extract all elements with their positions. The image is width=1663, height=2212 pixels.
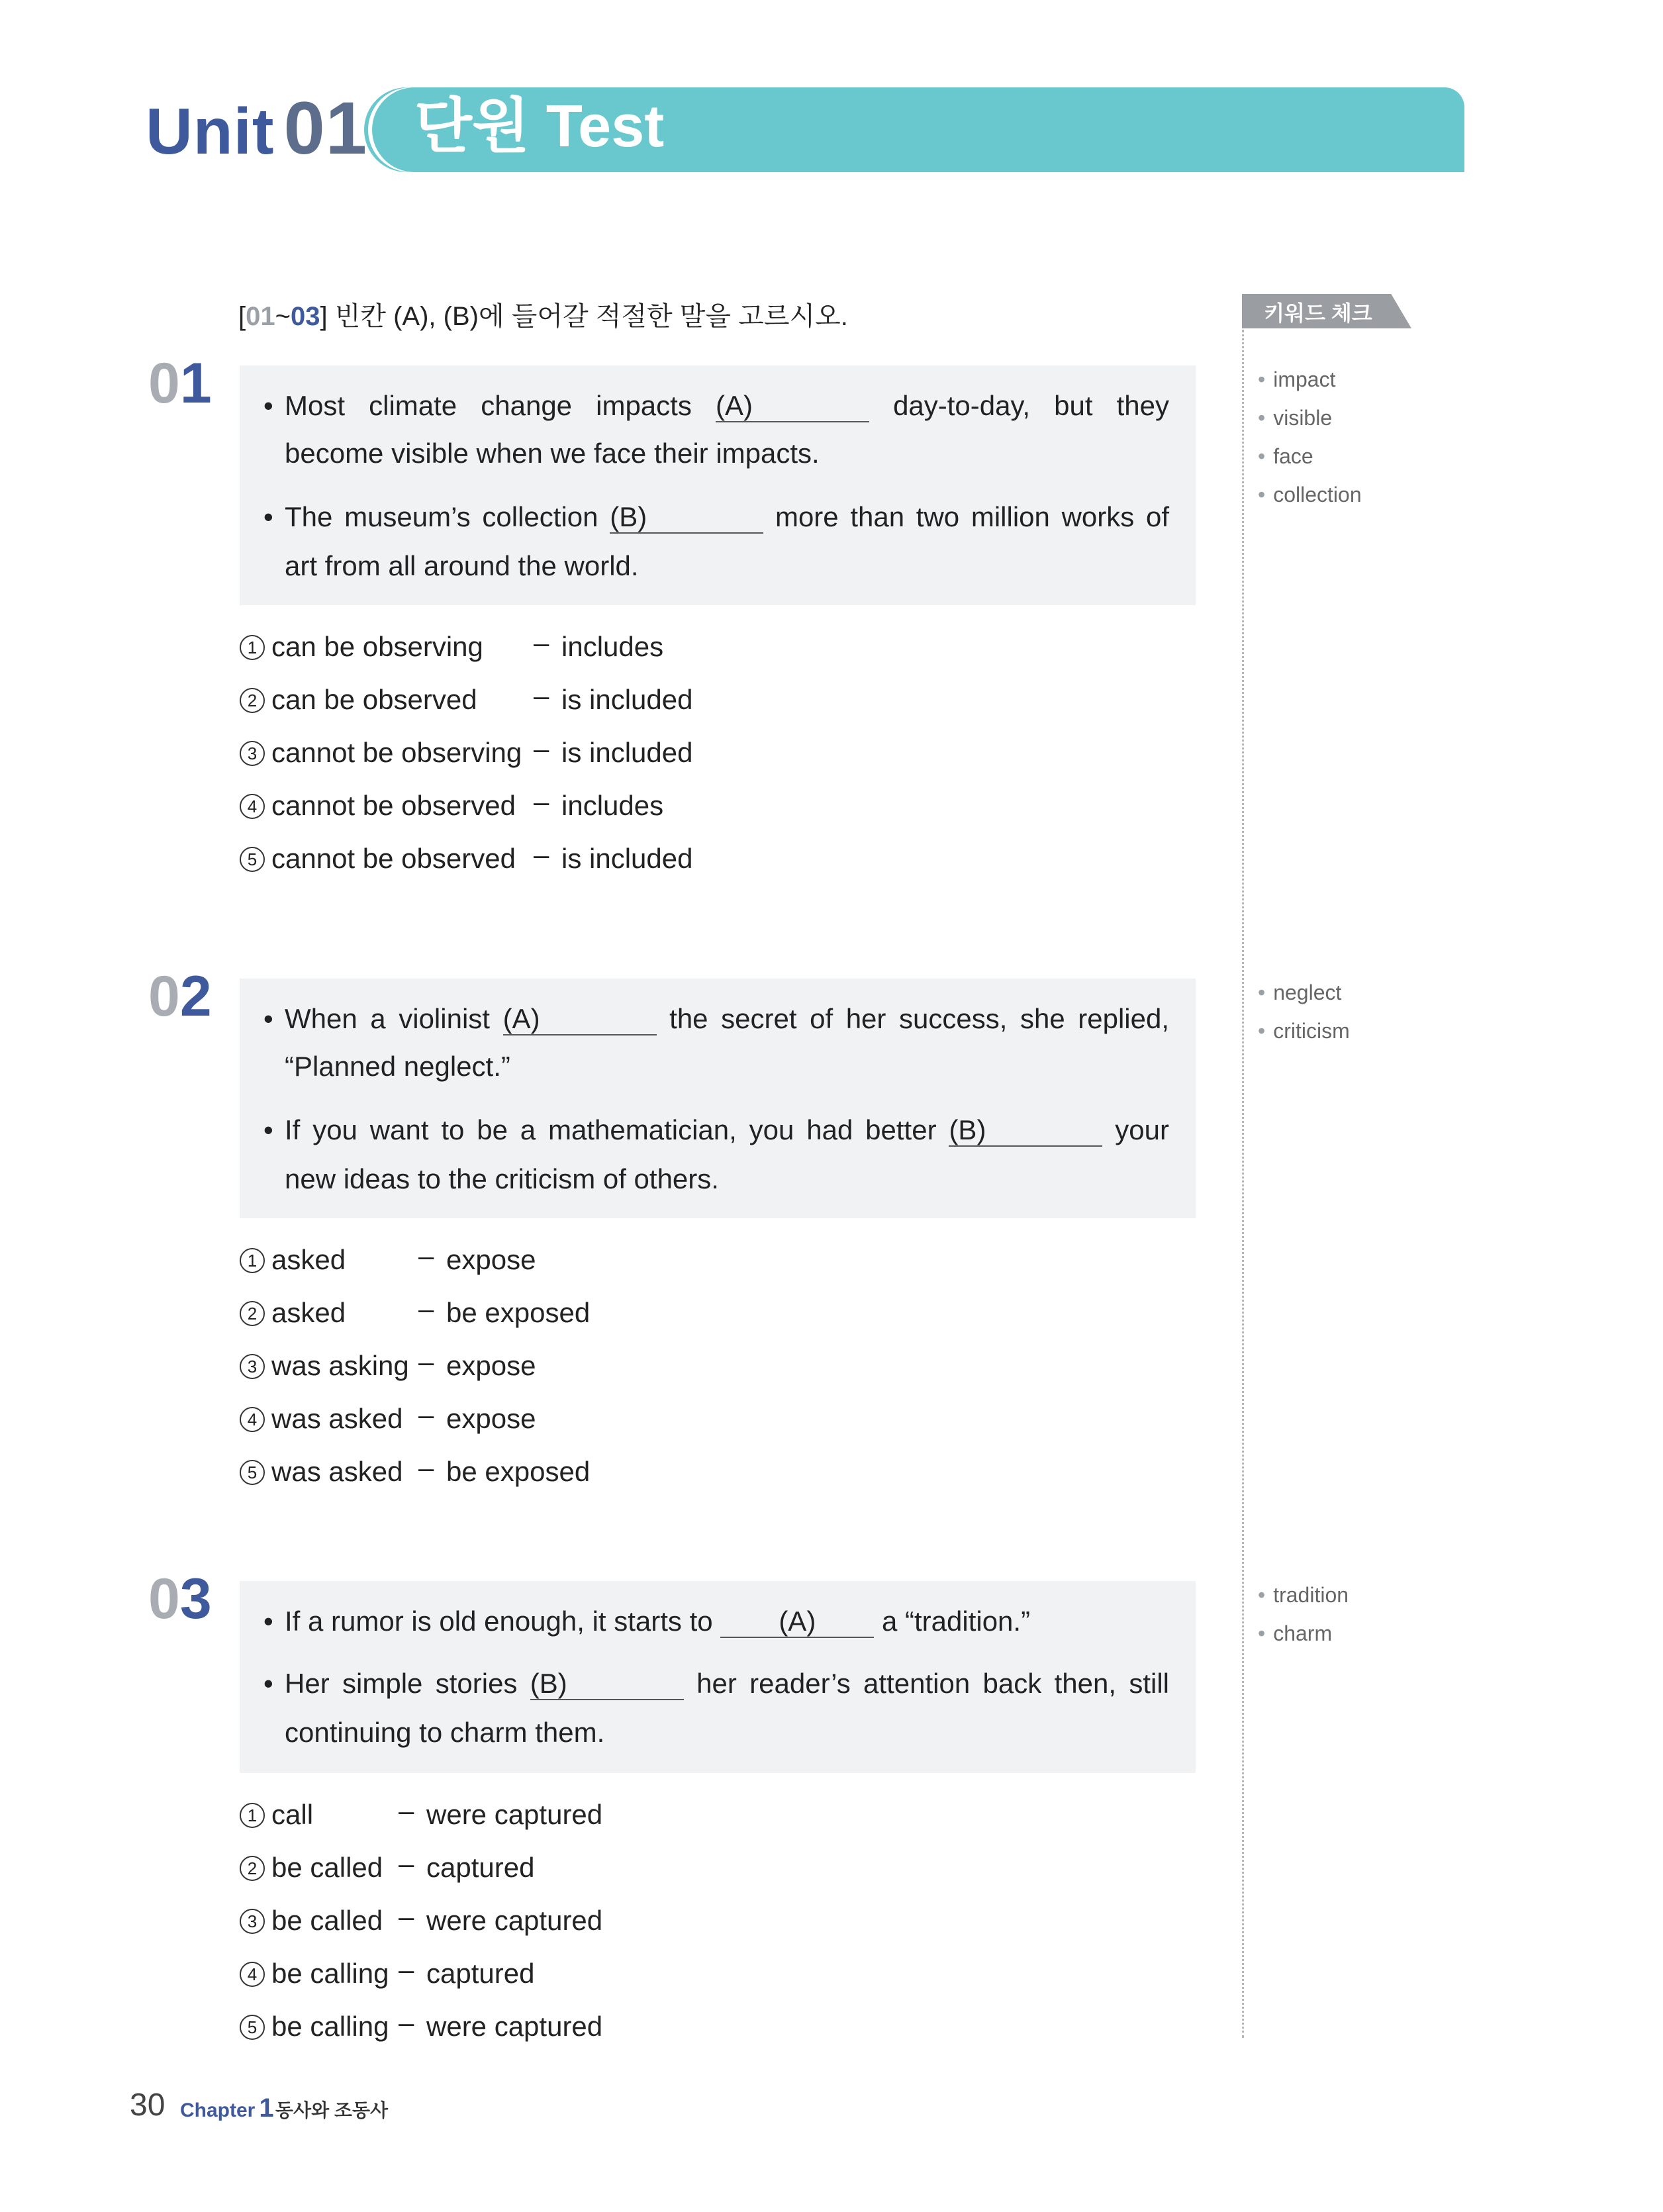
choice-mark: 2 — [240, 688, 265, 713]
keyword-group-3 — [1258, 1576, 1349, 1653]
keyword-item: • collection — [1258, 483, 1362, 506]
choice-dash: – — [534, 733, 549, 764]
instruction-from: 01 — [246, 302, 275, 331]
keyword-item: • neglect — [1258, 981, 1342, 1004]
keyword-text: criticism — [1273, 1019, 1350, 1043]
choice-mark: 1 — [240, 1248, 265, 1273]
keyword-text: face — [1273, 444, 1313, 468]
keyword-text: charm — [1273, 1621, 1333, 1645]
choice-a: asked — [271, 1297, 346, 1328]
sentence-b — [263, 1114, 1169, 1147]
blank-b: (B) — [610, 502, 763, 534]
unit-label — [146, 87, 368, 169]
choice-option[interactable] — [240, 1243, 346, 1276]
choice-option[interactable] — [240, 842, 516, 875]
unit-word: Unit — [146, 95, 275, 168]
blank-a: (A) — [716, 391, 869, 422]
bullet: • — [263, 1114, 273, 1145]
chapter-number: 1 — [259, 2093, 274, 2123]
choice-dash: – — [399, 1848, 414, 1879]
chapter-word: Chapter — [180, 2099, 256, 2121]
sentence-text: Most climate change impacts — [285, 390, 692, 421]
keyword-text: impact — [1273, 367, 1336, 391]
choice-b: captured — [426, 1958, 535, 1989]
choice-dash: – — [399, 1954, 414, 1985]
sentence-text: The museum’s collection — [285, 501, 598, 532]
choice-a: asked — [271, 1244, 346, 1275]
choice-option[interactable] — [240, 630, 483, 663]
question-number-first: 0 — [148, 965, 180, 1028]
sentence-text: more than two million works of — [775, 501, 1170, 532]
choice-mark: 5 — [240, 847, 265, 872]
choice-a: can be observing — [271, 631, 483, 662]
choice-mark: 4 — [240, 1962, 265, 1987]
choice-a: cannot be observed — [271, 790, 516, 821]
question-number-first: 0 — [148, 1567, 180, 1631]
sentence-continuation: become visible when we face their impacts. — [285, 438, 820, 469]
keyword-text: collection — [1273, 483, 1362, 506]
blank-a: (A) — [503, 1004, 657, 1035]
keyword-group-1 — [1258, 360, 1362, 514]
choice-b: expose — [446, 1350, 536, 1381]
keyword-item: • criticism — [1258, 1019, 1350, 1043]
choice-dash: – — [399, 1795, 414, 1826]
choice-a: call — [271, 1799, 314, 1830]
sentence-text: When a violinist — [285, 1003, 490, 1034]
sentence-text: a “tradition.” — [881, 1606, 1031, 1637]
choice-b: includes — [561, 631, 664, 662]
choice-a: cannot be observing — [271, 737, 522, 768]
sentence-text: If a rumor is old enough, it starts to — [285, 1606, 713, 1637]
choice-b: expose — [446, 1403, 536, 1434]
page-title: 단원 Test — [414, 93, 665, 160]
keyword-group-2 — [1258, 973, 1350, 1050]
question-number-second: 1 — [179, 352, 212, 415]
choice-option[interactable] — [240, 1349, 409, 1382]
choice-b: is included — [561, 737, 693, 768]
choice-b: is included — [561, 684, 693, 715]
bullet: • — [263, 501, 273, 532]
choice-mark: 5 — [240, 1460, 265, 1485]
choice-b: is included — [561, 843, 693, 874]
question-number-second: 2 — [179, 965, 212, 1028]
choice-a: was asked — [271, 1403, 403, 1434]
sentence-b — [263, 501, 1169, 534]
instruction-bracket: [ — [238, 302, 246, 331]
keyword-tag-label: 키워드 체크 — [1264, 301, 1372, 325]
choice-mark: 3 — [240, 1909, 265, 1934]
sentence-continuation: new ideas to the criticism of others. — [285, 1163, 719, 1194]
choice-a: be calling — [271, 1958, 389, 1989]
sentence-continuation: continuing to charm them. — [285, 1717, 605, 1748]
choice-option[interactable] — [240, 1402, 403, 1435]
choice-list — [240, 1795, 835, 2050]
choice-mark: 4 — [240, 794, 265, 819]
choice-mark: 2 — [240, 1301, 265, 1326]
choice-b: were captured — [426, 1905, 603, 1936]
choice-list — [240, 1240, 835, 1495]
chapter-title: 동사와 조동사 — [275, 2100, 389, 2121]
choice-mark: 4 — [240, 1407, 265, 1432]
page-number: 30 — [130, 2088, 166, 2123]
choice-mark: 1 — [240, 635, 265, 660]
sentence-text: If you want to be a mathematician, you had better — [285, 1114, 937, 1145]
sentence-text: Her simple stories — [285, 1668, 518, 1699]
choice-option[interactable] — [240, 2010, 389, 2043]
question-number — [148, 352, 212, 415]
instruction-tilde: ~ — [275, 302, 291, 331]
choice-b: includes — [561, 790, 664, 821]
choice-a: cannot be observed — [271, 843, 516, 874]
sentence-text: her reader’s attention back then, still — [696, 1668, 1169, 1699]
choice-list — [240, 627, 835, 882]
question-box — [240, 365, 1196, 605]
choice-mark: 1 — [240, 1803, 265, 1828]
sentence-b — [263, 1667, 1169, 1700]
question-box — [240, 1581, 1196, 1773]
unit-number: 01 — [283, 87, 368, 169]
instruction — [238, 295, 848, 333]
question-box — [240, 979, 1196, 1218]
choice-b: were captured — [426, 1799, 603, 1830]
instruction-text: ] 빈칸 (A), (B)에 들어갈 적절한 말을 고르시오. — [320, 302, 848, 331]
choice-option[interactable] — [240, 1296, 346, 1329]
blank-a: (A) — [720, 1606, 874, 1638]
choice-b: expose — [446, 1244, 536, 1275]
bullet: • — [263, 390, 273, 421]
choice-dash: – — [418, 1399, 434, 1430]
choice-b: were captured — [426, 2011, 603, 2042]
choice-dash: – — [418, 1240, 434, 1271]
keyword-item: • visible — [1258, 406, 1333, 430]
sentence-text: the secret of her success, she replied, — [669, 1003, 1170, 1034]
question-number-second: 3 — [179, 1567, 212, 1631]
choice-b: be exposed — [446, 1456, 591, 1487]
choice-dash: – — [534, 839, 549, 870]
choice-option[interactable] — [240, 683, 477, 716]
choice-a: be calling — [271, 2011, 389, 2042]
choice-option[interactable] — [240, 1957, 389, 1990]
chapter-label — [180, 2093, 274, 2123]
sentence-a — [263, 1605, 1169, 1638]
keyword-text: tradition — [1273, 1583, 1349, 1607]
question-number — [148, 1567, 212, 1631]
keyword-item: • charm — [1258, 1621, 1333, 1645]
sentence-a — [263, 1002, 1169, 1035]
bullet: • — [263, 1003, 273, 1034]
keyword-item: • tradition — [1258, 1583, 1349, 1607]
choice-option[interactable] — [240, 1798, 313, 1831]
instruction-to: 03 — [290, 302, 320, 331]
choice-dash: – — [534, 680, 549, 711]
choice-option[interactable] — [240, 1851, 383, 1884]
choice-option[interactable] — [240, 789, 516, 822]
choice-dash: – — [399, 1901, 414, 1932]
choice-mark: 3 — [240, 1354, 265, 1379]
choice-option[interactable] — [240, 1455, 403, 1488]
keyword-item: • face — [1258, 444, 1313, 468]
choice-option[interactable] — [240, 1904, 383, 1937]
choice-dash: – — [418, 1346, 434, 1377]
choice-a: was asking — [271, 1350, 409, 1381]
choice-dash: – — [418, 1452, 434, 1483]
bullet: • — [263, 1606, 273, 1637]
choice-a: be called — [271, 1852, 383, 1883]
sentence-text: your — [1115, 1114, 1169, 1145]
choice-a: can be observed — [271, 684, 477, 715]
keyword-text: neglect — [1273, 981, 1342, 1004]
bullet: • — [263, 1668, 273, 1699]
choice-mark: 5 — [240, 2015, 265, 2040]
choice-dash: – — [399, 2007, 414, 2038]
choice-mark: 3 — [240, 741, 265, 766]
choice-a: was asked — [271, 1456, 403, 1487]
sentence-continuation: “Planned neglect.” — [285, 1051, 510, 1082]
choice-b: be exposed — [446, 1297, 591, 1328]
choice-dash: – — [534, 786, 549, 817]
question-number-first: 0 — [148, 352, 180, 415]
blank-b: (B) — [530, 1668, 684, 1700]
choice-b: captured — [426, 1852, 535, 1883]
choice-dash: – — [418, 1293, 434, 1324]
choice-option[interactable] — [240, 736, 522, 769]
sentence-continuation: art from all around the world. — [285, 550, 639, 581]
keyword-item: • impact — [1258, 367, 1336, 391]
keyword-text: visible — [1273, 406, 1333, 430]
sidebar-divider — [1242, 330, 1244, 2038]
choice-a: be called — [271, 1905, 383, 1936]
sentence-text: day-to-day, but they — [893, 390, 1170, 421]
blank-b: (B) — [949, 1115, 1102, 1147]
choice-dash: – — [534, 627, 549, 658]
sentence-a — [263, 389, 1169, 422]
choice-mark: 2 — [240, 1856, 265, 1881]
question-number — [148, 965, 212, 1028]
